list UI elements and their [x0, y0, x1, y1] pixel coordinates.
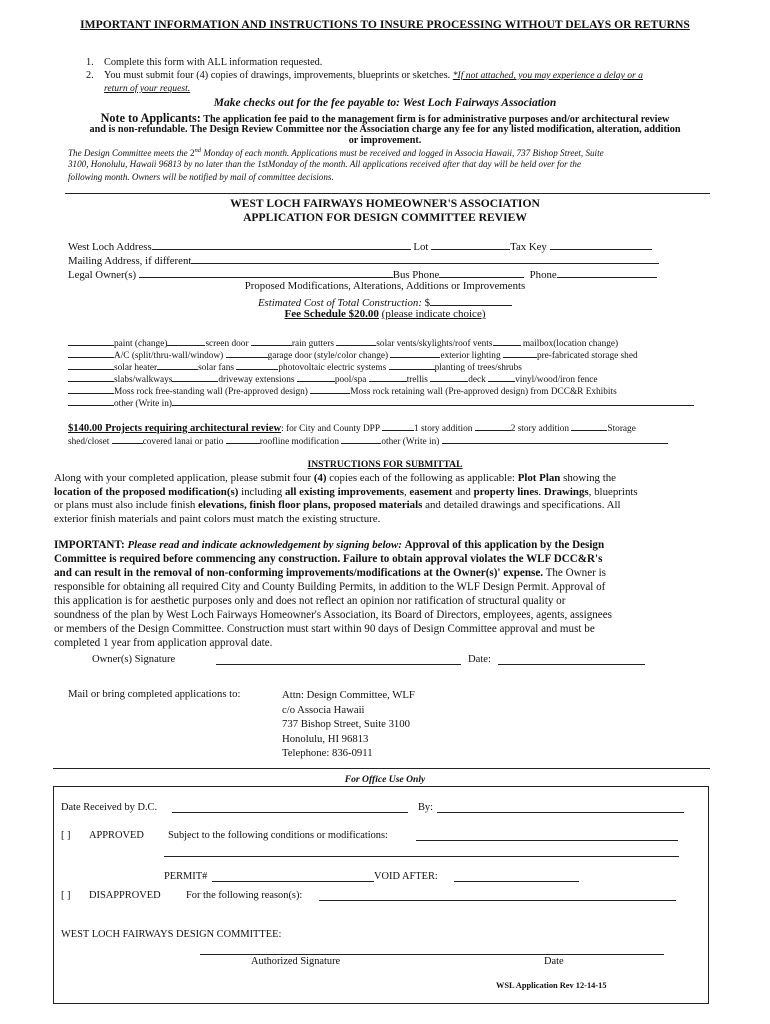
- bus-phone-field[interactable]: [439, 266, 524, 278]
- meeting-ordinal-suffix: nd: [194, 147, 202, 154]
- architectural-fee-note: : for City and County DPP: [281, 424, 380, 434]
- submittal-line-3: [54, 499, 621, 511]
- submittal-location: location of the proposed modification(s): [54, 486, 239, 498]
- submittal-plot-plan: Plot Plan: [517, 472, 561, 484]
- legal-owner-field[interactable]: [139, 266, 393, 278]
- fee-option-photovoltaic: photovoltaic electric systems: [278, 363, 387, 373]
- fee-blank[interactable]: [226, 348, 268, 358]
- submittal-easement: easement: [409, 486, 453, 498]
- taxkey-label: Tax Key: [510, 241, 547, 253]
- fee-blank[interactable]: [157, 360, 198, 370]
- meeting-line-2: 3100, Honolulu, Hawaii 96813 by no later than the 1stMonday of the month. All applications received after that day will be held over for the: [68, 159, 581, 169]
- address-street: 737 Bishop Street, Suite 3100: [282, 718, 410, 730]
- fee-option-solar-fans: solar fans: [198, 363, 234, 373]
- fee-option-deck: deck: [468, 375, 486, 385]
- fee-option-driveway: driveway extensions: [218, 375, 295, 385]
- meeting-text-b: Monday of each month. Applications must be received and logged in Associa Hawaii, 737 Bishop Street, Suite: [203, 148, 604, 159]
- important-line-3: [54, 567, 606, 579]
- important-line-1: [54, 539, 604, 551]
- meeting-text-a: The Design Committee meets the: [68, 148, 188, 159]
- cost-currency: $: [424, 297, 431, 309]
- important-line-6: soundness of the plan by West Loch Fairways Homeowner's Association, its Board of Directors, employees, agents, assignees: [54, 609, 612, 621]
- submittal-text: and detailed drawings and specifications. All: [425, 499, 621, 511]
- approved-conditions-field[interactable]: [416, 840, 678, 841]
- lot-field[interactable]: [431, 238, 510, 250]
- important-line-5: this application is for aesthetic purposes only and does not reflect an opinion nor ratification of structural quality or: [54, 595, 566, 607]
- fee-schedule-row: [0, 308, 770, 320]
- submittal-text: including: [241, 486, 283, 498]
- fee-option-solar-vents: solar vents/skylights/roof vents: [376, 339, 493, 349]
- fee-blank[interactable]: [493, 336, 521, 346]
- important-line-2: Committee is required before commencing any construction. Failure to obtain approval violates the WLF DCC&R's: [54, 553, 603, 565]
- revision-footer: WSL Application Rev 12-14-15: [496, 981, 607, 990]
- fee-blank[interactable]: [68, 348, 114, 358]
- address-label: West Loch Address: [68, 241, 152, 253]
- void-after-field[interactable]: [454, 881, 579, 882]
- permit-label: PERMIT#: [164, 871, 208, 882]
- mailing-address-block: [282, 688, 415, 761]
- note-line-2: and is non-refundable. The Design Review Committee nor the Association charge any fee for any listed modification, alteration, addition: [89, 124, 681, 135]
- approved-label: APPROVED: [89, 830, 144, 841]
- taxkey-field[interactable]: [550, 238, 652, 250]
- fee-blank[interactable]: [68, 360, 114, 370]
- office-use-heading: For Office Use Only: [344, 774, 426, 785]
- cost-label: Estimated Cost of Total Construction:: [257, 297, 422, 309]
- instruction-item-2: [104, 70, 643, 81]
- submittal-text: Along with your completed application, please submit four: [54, 472, 312, 484]
- fee-option-planting: planting of trees/shrubs: [434, 363, 522, 373]
- fee-option-garage-door: garage door (style/color change): [267, 351, 389, 361]
- permit-field[interactable]: [212, 881, 374, 882]
- fee-blank[interactable]: [430, 372, 468, 382]
- important-ack: Please read and indicate acknowledgement by signing below:: [127, 539, 402, 551]
- fee-blank[interactable]: [68, 336, 114, 346]
- fee-blank[interactable]: [571, 421, 607, 431]
- by-label: By:: [418, 802, 434, 813]
- important-line-4: responsible for obtaining all required City and County Building Permits, in addition to the WLF Design Permit. Approval of: [54, 581, 606, 593]
- submittal-elevations: elevations, finish floor plans, proposed materials: [198, 499, 423, 511]
- submittal-text: showing the: [563, 472, 617, 484]
- fee-option-2-story: 2 story addition: [510, 424, 570, 434]
- important-text: Approval of this application by the Design: [404, 539, 605, 551]
- meeting-line-1: [68, 147, 604, 158]
- delay-note: *If not attached, you may experience a delay or a: [452, 70, 643, 81]
- submittal-property-lines: property lines: [473, 486, 539, 498]
- fee-choice-note: (please indicate choice): [381, 308, 486, 320]
- fee-blank[interactable]: [236, 360, 278, 370]
- architectural-fee-label: $140.00 Projects requiring architectural review: [68, 423, 282, 434]
- submittal-copies: (4): [313, 472, 327, 484]
- fee-blank[interactable]: [369, 372, 407, 382]
- fee-option-storage-shed: pre-fabricated storage shed: [536, 351, 638, 361]
- address-field[interactable]: [152, 238, 411, 250]
- submittal-text: , blueprints: [588, 486, 638, 498]
- fee-blank[interactable]: [310, 384, 350, 394]
- fee-option-pool-spa: pool/spa: [334, 375, 367, 385]
- submittal-text: or plans must also include finish: [54, 499, 196, 511]
- address-attn: Attn: Design Committee, WLF: [282, 689, 415, 701]
- submittal-text: copies each of the following as applicable:: [329, 472, 515, 484]
- disapproved-reasons-field[interactable]: [319, 900, 676, 901]
- submittal-line-1: [54, 472, 616, 484]
- fee-blank[interactable]: [390, 348, 440, 358]
- estimated-cost-row: [0, 294, 770, 309]
- instruction-item-1: Complete this form with ALL information requested.: [104, 57, 323, 68]
- meeting-line-3: following month. Owners will be notified by mail of committee decisions.: [68, 172, 334, 182]
- note-label: Note to Applicants:: [100, 111, 201, 125]
- fee-option-shed-closet: shed/closet: [68, 437, 110, 447]
- cost-field[interactable]: [430, 294, 512, 306]
- fee-blank[interactable]: [336, 336, 376, 346]
- submittal-drawings: Drawings: [543, 486, 589, 498]
- fee-blank[interactable]: [68, 384, 114, 394]
- fee-option-moss-rock-retaining: Moss rock retaining wall (Pre-approved design) from DCC&R Exhibits: [350, 387, 617, 397]
- fee-option-paint: paint (change): [114, 339, 168, 349]
- fee-option-arch-other: other (Write in): [381, 437, 440, 447]
- fee-option-trellis: trellis: [406, 375, 428, 385]
- instruction-item-2-text: You must submit four (4) copies of drawings, improvements, blueprints or sketches.: [104, 70, 451, 81]
- by-field[interactable]: [437, 812, 684, 813]
- disapproved-reasons-label: For the following reason(s):: [186, 890, 303, 901]
- note-line-1: The application fee paid to the management firm is for administrative purposes and/or architectural review: [203, 114, 670, 125]
- fee-option-exterior-lighting: exterior lighting: [440, 351, 501, 361]
- page-title: IMPORTANT INFORMATION AND INSTRUCTIONS TO INSURE PROCESSING WITHOUT DELAYS OR RETURNS: [80, 18, 690, 31]
- void-after-label: VOID AFTER:: [374, 871, 438, 882]
- fee-row-6: [68, 396, 694, 409]
- mail-to-label: Mail or bring completed applications to:: [68, 688, 241, 700]
- important-text: and can result in the removal of non-conforming improvements/modifications at the Owner(s)' expense.: [54, 567, 544, 579]
- address-telephone: Telephone: 836-0911: [282, 747, 373, 759]
- approved-checkbox[interactable]: [ ]: [61, 830, 71, 841]
- fee-blank[interactable]: [341, 434, 381, 444]
- mailing-label: Mailing Address, if different: [68, 255, 192, 267]
- list-item-number: 1.: [86, 57, 94, 68]
- address-row: [68, 238, 652, 253]
- signature-date-field[interactable]: [498, 664, 645, 665]
- date-received-field[interactable]: [172, 812, 408, 813]
- authorized-date-label: Date: [544, 956, 564, 967]
- fee-option-solar-heater: solar heater: [114, 363, 158, 373]
- checks-payable-line: Make checks out for the fee payable to: West Loch Fairways Association: [213, 97, 557, 109]
- address-co: c/o Associa Hawaii: [282, 703, 365, 716]
- disapproved-label: DISAPPROVED: [89, 890, 161, 901]
- fee-blank[interactable]: [172, 372, 218, 382]
- committee-label: WEST LOCH FAIRWAYS DESIGN COMMITTEE:: [61, 929, 282, 940]
- fee-blank[interactable]: [488, 372, 515, 382]
- signature-date-label: Date:: [468, 654, 491, 665]
- fee-schedule: Fee Schedule $20.00: [284, 308, 379, 320]
- owner-row: [68, 266, 657, 281]
- submittal-line-2: [54, 486, 638, 498]
- fee-option-moss-rock-freestanding: Moss rock free-standing wall (Pre-approved design): [114, 387, 308, 397]
- meeting-ordinal: 2: [190, 148, 195, 159]
- fee-blank[interactable]: [251, 336, 292, 346]
- submittal-text: ,: [403, 486, 407, 498]
- fee-option-mailbox: mailbox(location change): [522, 339, 619, 349]
- note-line-3: or improvement.: [348, 135, 422, 146]
- list-item-number: 2.: [86, 70, 94, 81]
- bus-phone-label: Bus Phone: [392, 269, 440, 281]
- fee-option-storage: Storage: [607, 424, 636, 434]
- owner-signature-field[interactable]: [216, 664, 461, 665]
- arch-other-field[interactable]: [442, 434, 668, 444]
- date-received-label: Date Received by D.C.: [61, 802, 158, 813]
- delay-note-cont: return of your request.: [104, 83, 191, 94]
- fee-other-field[interactable]: [172, 396, 694, 406]
- important-label: IMPORTANT:: [54, 539, 125, 551]
- important-text: The Owner is: [545, 567, 606, 579]
- fee-blank[interactable]: [112, 434, 143, 444]
- architectural-fee-row: [68, 421, 636, 434]
- address-city: Honolulu, HI 96813: [282, 732, 369, 745]
- fee-blank[interactable]: [297, 372, 335, 382]
- association-title: WEST LOCH FAIRWAYS HOMEOWNER'S ASSOCIATION: [230, 197, 540, 210]
- mailing-row: [68, 252, 659, 267]
- application-title: APPLICATION FOR DESIGN COMMITTEE REVIEW: [243, 211, 527, 224]
- fee-blank[interactable]: [382, 421, 414, 431]
- fee-option-roofline: roofline modification: [259, 437, 340, 447]
- authorized-signature-field[interactable]: [200, 954, 664, 955]
- fee-option-rain-gutters: rain gutters: [291, 339, 334, 349]
- architectural-fee-row-2: [68, 434, 668, 447]
- lot-label: Lot: [413, 241, 429, 253]
- fee-option-screen-door: screen door: [205, 339, 249, 349]
- legal-owner-label: Legal Owner(s): [68, 269, 137, 281]
- important-line-7: or members of the Design Committee. Construction must start within 90 days of Design Committee approval and must be: [54, 623, 595, 635]
- submittal-improvements: all existing improvements: [284, 486, 404, 498]
- phone-field[interactable]: [557, 266, 657, 278]
- fee-option-1-story: 1 story addition: [414, 424, 473, 434]
- fee-option-covered-lanai: covered lanai or patio: [142, 437, 224, 447]
- submittal-text: and: [455, 486, 471, 498]
- submittal-text: .: [538, 486, 542, 498]
- authorized-signature-label: Authorized Signature: [251, 956, 341, 967]
- phone-label: Phone: [529, 269, 557, 281]
- fee-option-fence: vinyl/wood/iron fence: [515, 375, 598, 385]
- divider: [53, 768, 710, 769]
- approved-conditions-label: Subject to the following conditions or modifications:: [168, 830, 388, 841]
- fee-blank[interactable]: [389, 360, 435, 370]
- fee-option-slabs: slabs/walkways: [114, 375, 173, 385]
- fee-option-other: other (Write in): [114, 399, 172, 409]
- fee-blank[interactable]: [68, 396, 114, 406]
- mailing-field[interactable]: [191, 252, 659, 264]
- instructions-heading: INSTRUCTIONS FOR SUBMITTAL: [307, 459, 463, 470]
- approved-conditions-field-2[interactable]: [164, 856, 679, 857]
- submittal-line-4: exterior finish materials and paint colors must match the existing structure.: [54, 513, 381, 525]
- important-line-8: completed 1 year from application approval date.: [54, 637, 273, 649]
- fee-blank[interactable]: [167, 336, 205, 346]
- owner-signature-label: Owner(s) Signature: [92, 654, 176, 665]
- fee-option-ac: A/C (split/thru-wall/window): [114, 351, 224, 361]
- fee-blank[interactable]: [68, 372, 114, 382]
- fee-blank[interactable]: [226, 434, 260, 444]
- proposed-line: Proposed Modifications, Alterations, Additions or Improvements: [244, 280, 526, 292]
- fee-blank[interactable]: [475, 421, 511, 431]
- fee-blank[interactable]: [503, 348, 537, 358]
- disapproved-checkbox[interactable]: [ ]: [61, 890, 71, 901]
- divider: [65, 193, 710, 194]
